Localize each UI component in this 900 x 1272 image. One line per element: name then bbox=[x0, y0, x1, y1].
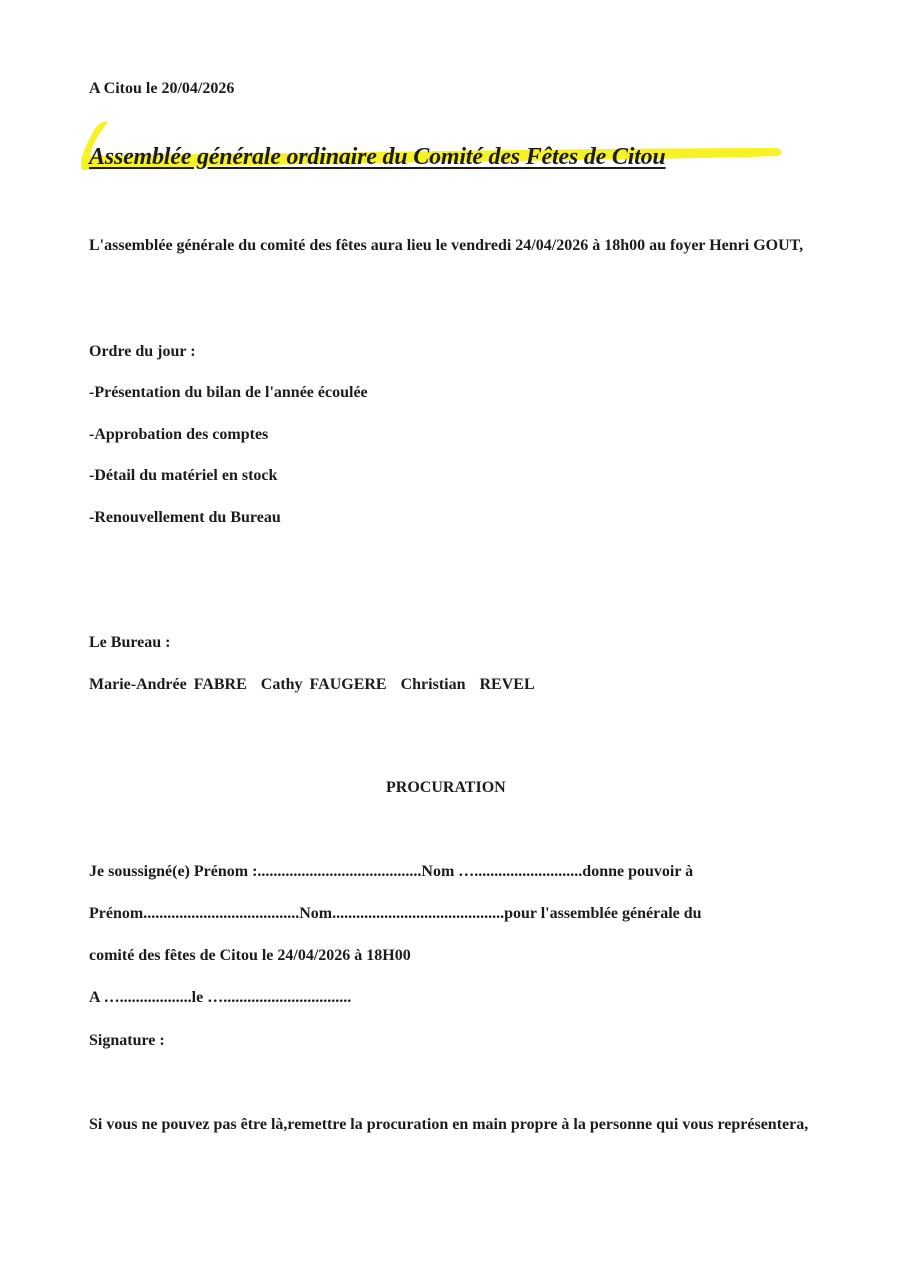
agenda-item: -Détail du matériel en stock bbox=[89, 467, 278, 484]
signature-label: Signature : bbox=[89, 1032, 165, 1049]
procuration-line: Prénom.......................................Nom...........................................pour l'assemblée générale du bbox=[89, 905, 702, 922]
place-date: A Citou le 20/04/2026 bbox=[89, 80, 235, 97]
footer-note: Si vous ne pouvez pas être là,remettre la procuration en main propre à la personne qui vous représentera, bbox=[89, 1116, 809, 1133]
procuration-line: comité des fêtes de Citou le 24/04/2026 à 18H00 bbox=[89, 947, 411, 964]
procuration-line: A …..................le …................................ bbox=[89, 989, 352, 1006]
procuration-title: PROCURATION bbox=[386, 779, 506, 796]
procuration-line: Je soussigné(e) Prénom :.........................................Nom …...........................donne pouvoir à bbox=[89, 863, 694, 880]
bureau-label: Le Bureau : bbox=[89, 634, 171, 651]
intro-paragraph: L'assemblée générale du comité des fêtes aura lieu le vendredi 24/04/2026 à 18h00 au foyer Henri GOUT, bbox=[89, 237, 804, 254]
page-title: Assemblée générale ordinaire du Comité des Fêtes de Citou bbox=[89, 144, 666, 170]
agenda-item: -Renouvellement du Bureau bbox=[89, 509, 281, 526]
agenda-heading: Ordre du jour : bbox=[89, 343, 196, 360]
title-block bbox=[78, 120, 798, 180]
agenda-item: -Présentation du bilan de l'année écoulée bbox=[89, 384, 368, 401]
bureau-names: Marie-Andrée FABRE Cathy FAUGERE Christian REVEL bbox=[89, 676, 535, 693]
agenda-item: -Approbation des comptes bbox=[89, 426, 269, 443]
